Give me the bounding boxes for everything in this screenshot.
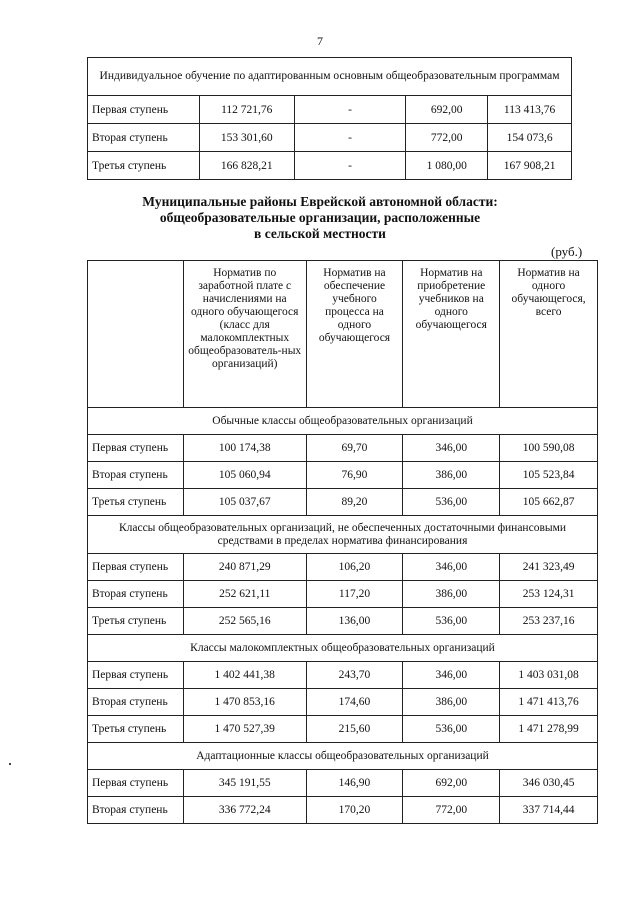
cell-value: 136,00 [306, 608, 403, 635]
section-title: Адаптационные классы общеобразовательных организаций [88, 743, 598, 770]
cell-value: 240 871,29 [183, 554, 306, 581]
table-header-row [88, 261, 598, 408]
table-row [88, 462, 598, 489]
cell-value: 386,00 [403, 689, 500, 716]
cell-value: 772,00 [403, 797, 500, 824]
title-line: в сельской местности [254, 226, 386, 241]
cell-value: 337 714,44 [500, 797, 598, 824]
cell-value: 105 037,67 [183, 489, 306, 516]
cell-value: 167 908,21 [488, 152, 572, 180]
row-label: Первая ступень [88, 770, 184, 797]
cell-value: 1 402 441,38 [183, 662, 306, 689]
header-cell [88, 261, 184, 408]
row-label: Третья ступень [88, 489, 184, 516]
row-label: Вторая ступень [88, 797, 184, 824]
cell-value: 346 030,45 [500, 770, 598, 797]
row-label: Первая ступень [88, 554, 184, 581]
cell-value: - [294, 124, 406, 152]
cell-value: 170,20 [306, 797, 403, 824]
cell-value: 100 590,08 [500, 435, 598, 462]
page-number: 7 [317, 34, 323, 48]
cell-value: 1 471 413,76 [500, 689, 598, 716]
cell-value: 117,20 [306, 581, 403, 608]
cell-value: 105 662,87 [500, 489, 598, 516]
row-label: Первая ступень [88, 435, 184, 462]
table-row [88, 124, 572, 152]
row-label: Вторая ступень [88, 124, 200, 152]
header-cell: Норматив на обеспечение учебного процесса на одного обучающегося [306, 261, 403, 408]
header-cell: Норматив на одного обучающегося, всего [500, 261, 598, 408]
cell-value: 1 470 853,16 [183, 689, 306, 716]
row-label: Вторая ступень [88, 689, 184, 716]
cell-value: 252 621,11 [183, 581, 306, 608]
cell-value: 536,00 [403, 716, 500, 743]
cell-value: 76,90 [306, 462, 403, 489]
table-row [88, 435, 598, 462]
cell-value: 153 301,60 [199, 124, 294, 152]
cell-value: 113 413,76 [488, 96, 572, 124]
cell-value: 386,00 [403, 462, 500, 489]
individual-education-table [87, 57, 572, 180]
cell-value: 253 237,16 [500, 608, 598, 635]
table-row [88, 770, 598, 797]
section-title: Обычные классы общеобразовательных организаций [88, 408, 598, 435]
cell-value: 100 174,38 [183, 435, 306, 462]
cell-value: 692,00 [403, 770, 500, 797]
rural-norms-table [87, 260, 598, 824]
section-title: Классы малокомплектных общеобразовательных организаций [88, 635, 598, 662]
cell-value: 112 721,76 [199, 96, 294, 124]
cell-value: 536,00 [403, 489, 500, 516]
section-title: Индивидуальное обучение по адаптированным основным общеобразовательным программам [88, 58, 572, 96]
cell-value: 105 523,84 [500, 462, 598, 489]
section-title: Классы общеобразовательных организаций, не обеспеченных достаточными финансовыми средствами в пределах норматива финансирования [88, 516, 598, 554]
row-label: Первая ступень [88, 96, 200, 124]
table-row [88, 716, 598, 743]
cell-value: 692,00 [406, 96, 488, 124]
row-label: Вторая ступень [88, 581, 184, 608]
cell-value: 166 828,21 [199, 152, 294, 180]
cell-value: 536,00 [403, 608, 500, 635]
cell-value: 146,90 [306, 770, 403, 797]
cell-value: 1 403 031,08 [500, 662, 598, 689]
table-row [88, 581, 598, 608]
row-label: Первая ступень [88, 662, 184, 689]
cell-value: 1 471 278,99 [500, 716, 598, 743]
cell-value: 1 470 527,39 [183, 716, 306, 743]
row-label: Вторая ступень [88, 462, 184, 489]
cell-value: 346,00 [403, 435, 500, 462]
cell-value: 346,00 [403, 662, 500, 689]
cell-value: 106,20 [306, 554, 403, 581]
row-label: Третья ступень [88, 608, 184, 635]
cell-value: 346,00 [403, 554, 500, 581]
table-row [88, 554, 598, 581]
table-row [88, 662, 598, 689]
cell-value: 1 080,00 [406, 152, 488, 180]
cell-value: 174,60 [306, 689, 403, 716]
row-label: Третья ступень [88, 152, 200, 180]
table-row [88, 96, 572, 124]
row-label: Третья ступень [88, 716, 184, 743]
document-title [0, 194, 640, 242]
currency-unit: (руб.) [551, 244, 583, 259]
table-row [88, 689, 598, 716]
cell-value: 345 191,55 [183, 770, 306, 797]
cell-value: 215,60 [306, 716, 403, 743]
cell-value: 154 073,6 [488, 124, 572, 152]
cell-value: 386,00 [403, 581, 500, 608]
header-cell: Норматив по заработной плате с начислениями на одного обучающегося (класс для малокомплектных общеобразователь-ных организаций) [183, 261, 306, 408]
title-line: Муниципальные районы Еврейской автономной области: [142, 194, 498, 209]
cell-value: 772,00 [406, 124, 488, 152]
cell-value: 252 565,16 [183, 608, 306, 635]
table-row [88, 608, 598, 635]
cell-value: - [294, 152, 406, 180]
cell-value: 241 323,49 [500, 554, 598, 581]
cell-value: 336 772,24 [183, 797, 306, 824]
table-row [88, 489, 598, 516]
cell-value: 89,20 [306, 489, 403, 516]
table-row [88, 152, 572, 180]
table-row [88, 797, 598, 824]
cell-value: - [294, 96, 406, 124]
cell-value: 69,70 [306, 435, 403, 462]
header-cell: Норматив на приобретение учебников на одного обучающегося [403, 261, 500, 408]
cell-value: 105 060,94 [183, 462, 306, 489]
cell-value: 253 124,31 [500, 581, 598, 608]
cell-value: 243,70 [306, 662, 403, 689]
title-line: общеобразовательные организации, расположенные [159, 210, 481, 225]
scan-speck [9, 763, 11, 765]
